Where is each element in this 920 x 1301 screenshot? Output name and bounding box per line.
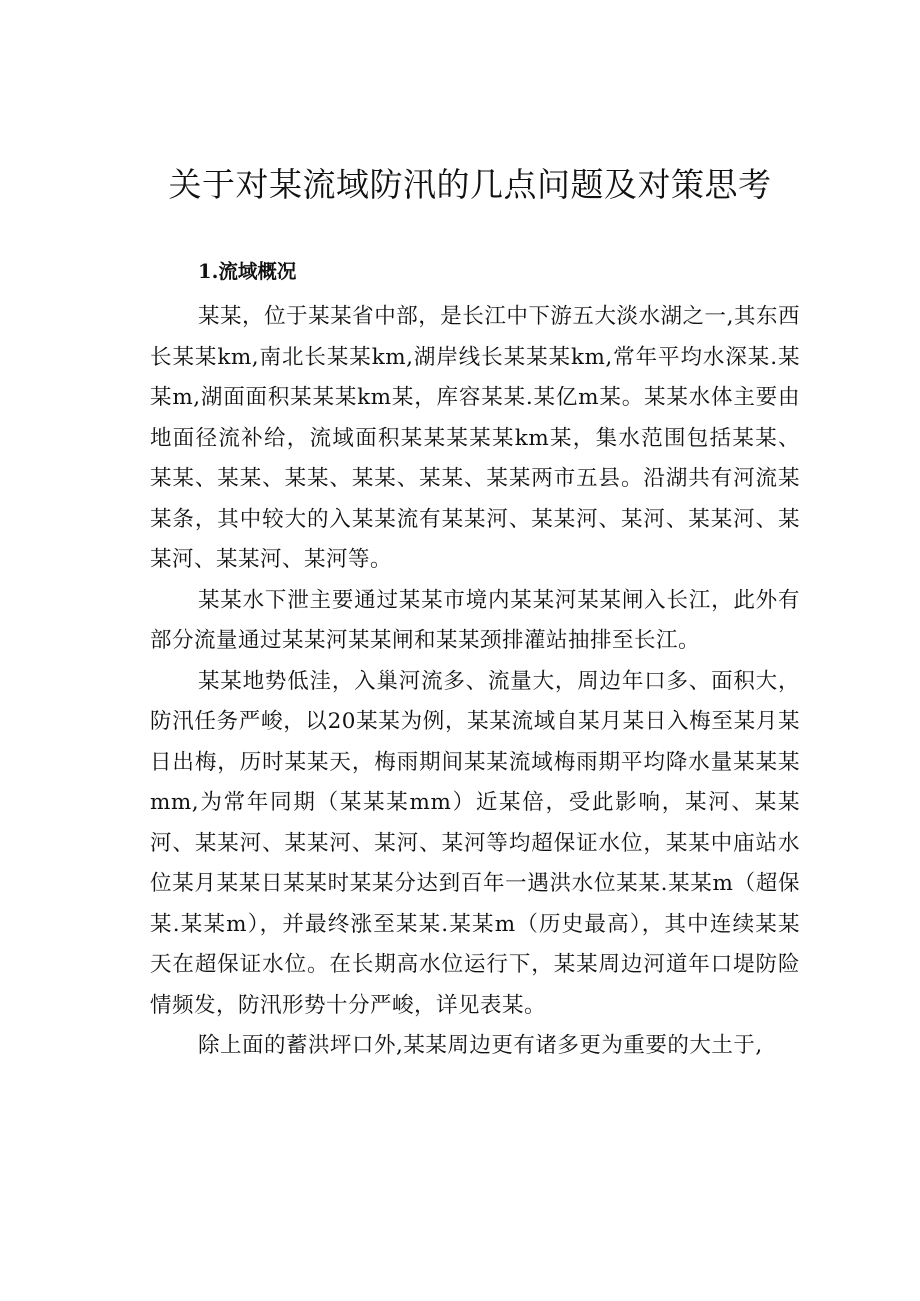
- paragraph-4: 除上面的蓄洪坪口外,某某周边更有诸多更为重要的大土于,: [198, 1033, 763, 1058]
- paragraph-1: 某某，位于某某省中部，是长江中下游五大淡水湖之一,其东西长某某km,南北长某某km,湖岸线长某某某km,常年平均水深某.某某m,湖面面积某某某km某，库容某某.某亿m某。某某水体主要由地面径流补给，流域面积某某某某某km某，集水范围包括某某、某某、某某、某某、某某、某某、某某两市五县。沿湖共有河流某某条，其中较大的入某某流有某某河、某某河、某河、某某河、某某河、某某河、某河等。: [150, 304, 800, 572]
- paragraph-2: 某某水下泄主要通过某某市境内某某河某某闸入长江，此外有部分流量通过某某河某某闸和某某颈排灌站抽排至长江。: [150, 587, 800, 653]
- section-heading-1: 1.流域概况: [198, 260, 297, 283]
- paragraph-3: 某某地势低洼，入巢河流多、流量大，周边年口多、面积大，防汛任务严峻，以20某某为例，某某流域自某月某日入梅至某月某日出梅，历时某某天，梅雨期间某某流域梅雨期平均降水量某某某mm,为常年同期（某某某mm）近某倍，受此影响，某河、某某河、某某河、某某河、某河、某河等均超保证水位，某某中庙站水位某月某某日某某时某某分达到百年一遇洪水位某某.某某m（超保某.某某m），并最终涨至某某.某某m（历史最高），其中连续某某天在超保证水位。在长期高水位运行下，某某周边河道年口堤防险情频发，防汛形势十分严峻，详见表某。: [150, 668, 800, 1018]
- document-title: 关于对某流域防汛的几点问题及对策思考: [168, 165, 772, 204]
- section-body: [150, 297, 800, 1067]
